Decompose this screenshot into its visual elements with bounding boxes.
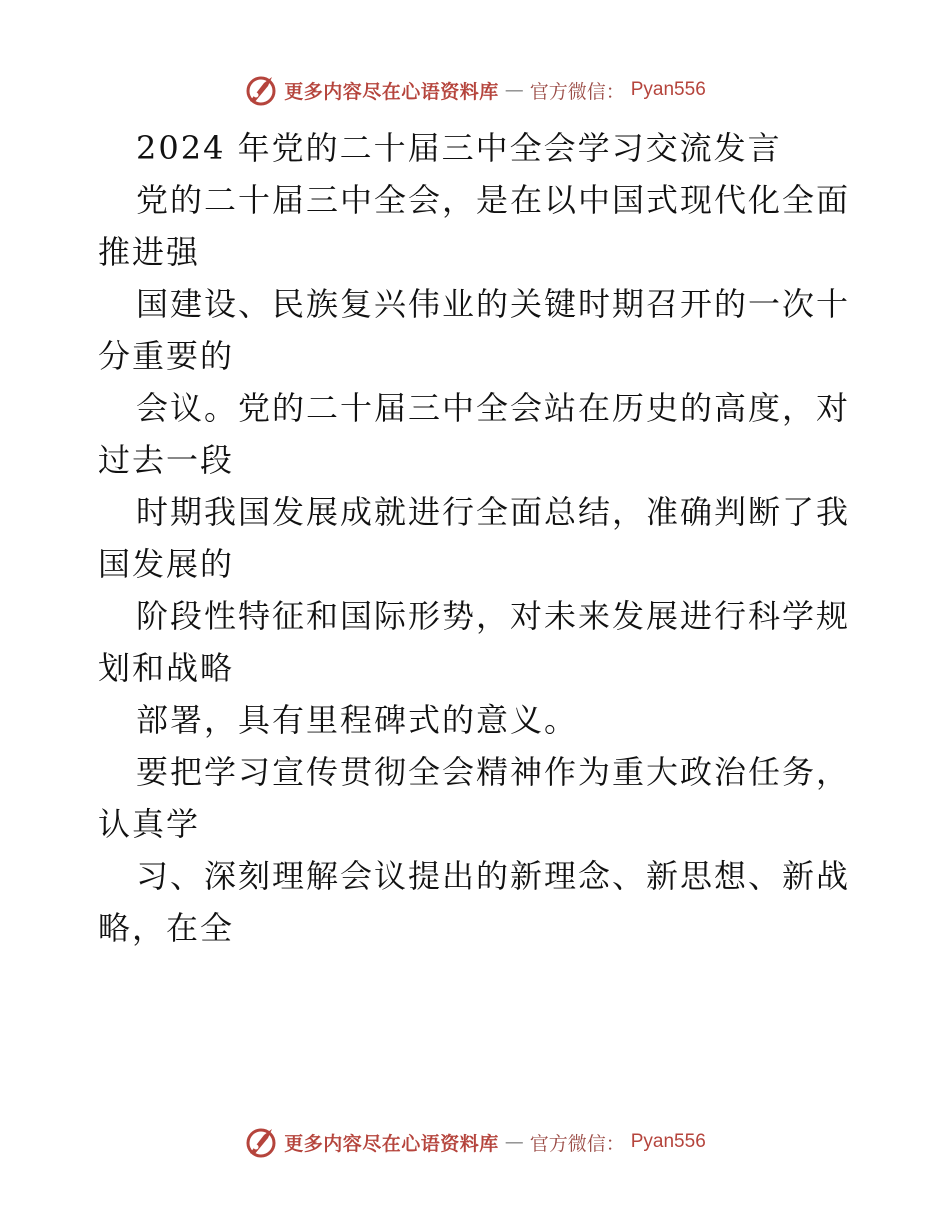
text-line: 过去一段 xyxy=(98,441,235,479)
header-banner-content xyxy=(244,73,706,107)
banner-separator: — xyxy=(504,1131,524,1153)
text-line: 分重要的 xyxy=(98,337,235,375)
footer-banner-content xyxy=(244,1125,706,1159)
document-title: 2024 年党的二十届三中全会学习交流发言 xyxy=(136,129,782,167)
quill-pen-logo-icon xyxy=(244,1125,278,1159)
text-line: 时期我国发展成就进行全面总结，准确判断了我 xyxy=(136,493,851,531)
banner-slogan: 更多内容尽在心语资料库 xyxy=(284,80,499,103)
banner-separator: — xyxy=(504,79,524,101)
text-line: 会议。党的二十届三中全会站在历史的高度，对 xyxy=(136,389,851,427)
text-line: 阶段性特征和国际形势，对未来发展进行科学规 xyxy=(136,597,851,635)
text-line: 党的二十届三中全会，是在以中国式现代化全面 xyxy=(136,181,851,219)
text-line: 略，在全 xyxy=(98,909,235,947)
header-banner xyxy=(0,68,950,112)
text-line: 推进强 xyxy=(98,233,201,271)
text-line: 要把学习宣传贯彻全会精神作为重大政治任务， xyxy=(136,753,851,791)
text-line: 国建设、民族复兴伟业的关键时期召开的一次十 xyxy=(136,285,851,323)
document-body xyxy=(98,122,858,954)
banner-slogan: 更多内容尽在心语资料库 xyxy=(284,1132,499,1155)
banner-wechat-label: 官方微信： xyxy=(529,80,625,103)
quill-pen-logo-icon xyxy=(244,73,278,107)
text-line: 部署，具有里程碑式的意义。 xyxy=(136,701,579,739)
text-line: 划和战略 xyxy=(98,649,235,687)
banner-wechat-id: Pyan556 xyxy=(630,79,706,100)
text-line: 国发展的 xyxy=(98,545,235,583)
footer-banner xyxy=(0,1120,950,1164)
banner-wechat-label: 官方微信： xyxy=(529,1132,625,1155)
text-line: 习、深刻理解会议提出的新理念、新思想、新战 xyxy=(136,857,851,895)
text-line: 认真学 xyxy=(98,805,201,843)
banner-wechat-id: Pyan556 xyxy=(630,1131,706,1152)
